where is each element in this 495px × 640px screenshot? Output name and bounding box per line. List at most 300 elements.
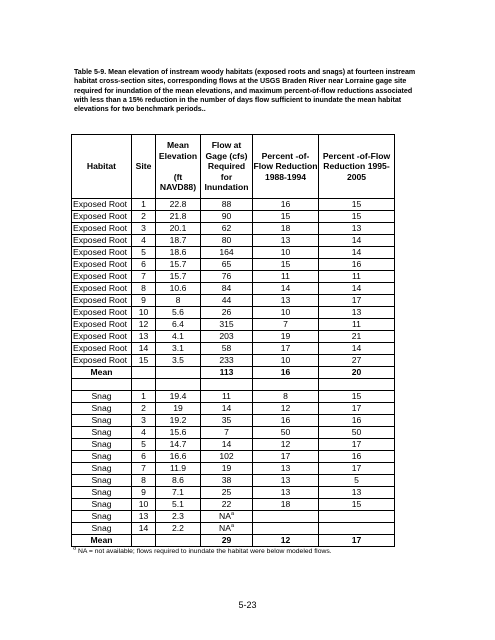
cell-flow-text: NA [218,523,231,533]
cell-pct-1988-1994 [253,511,319,523]
cell-pct-1988-1994-text: 18 [280,223,291,233]
cell-pct-1995-2005 [319,475,395,487]
cell-site [132,283,156,295]
cell-flow-text: 38 [221,475,232,485]
cell-pct-1988-1994-text: 10 [280,247,291,257]
cell-elevation-text: 6.4 [172,319,184,329]
cell-site-text: 10 [138,499,149,509]
cell-site-text: 3 [141,223,146,233]
na-footnote-marker: a [230,511,234,518]
cell-elevation-text: 15.7 [169,259,187,269]
cell-pct-1988-1994 [253,199,319,211]
table-row [72,295,395,307]
cell-elevation-text: 18.6 [169,247,187,257]
cell-pct-1988-1994-text: 8 [283,391,288,401]
cell-flow [201,223,253,235]
cell-elevation [156,343,201,355]
header-flow: Flow at Gage (cfs) Required for Inundation [201,135,253,199]
table-row [72,247,395,259]
cell-pct-1988-1994-text: 12 [280,403,291,413]
cell-flow [201,259,253,271]
empty-cell [156,379,201,391]
cell-elevation-text: 8 [175,295,181,305]
cell-elevation-text: 19 [173,403,183,413]
cell-site [132,211,156,223]
cell-pct-1988-1994 [253,331,319,343]
cell-habitat-text: Exposed Root [73,355,127,365]
table-row [72,259,395,271]
cell-habitat [72,523,132,535]
cell-habitat [72,319,132,331]
cell-pct-1995-2005-text: 17 [351,439,362,449]
cell-pct-1995-2005 [319,355,395,367]
cell-flow [201,391,253,403]
cell-flow [201,211,253,223]
cell-pct-1995-2005 [319,199,395,211]
na-footnote-marker: a [230,523,234,530]
cell-pct-1988-1994-text: 7 [283,319,288,329]
cell-site [132,511,156,523]
cell-pct-1995-2005 [319,391,395,403]
mean-flow: 113 [201,367,253,379]
table-row [72,235,395,247]
cell-pct-1995-2005-text: 17 [351,403,362,413]
cell-habitat [72,355,132,367]
cell-habitat-text: Exposed Root [73,199,127,209]
cell-flow-text: 19 [221,463,232,473]
cell-flow [201,343,253,355]
cell-flow [201,271,253,283]
cell-flow-text: 35 [221,415,232,425]
cell-flow-text: 25 [221,487,232,497]
cell-pct-1988-1994-text: 15 [280,211,291,221]
cell-elevation [156,487,201,499]
cell-site [132,295,156,307]
cell-pct-1988-1994 [253,211,319,223]
spacer-row [72,379,395,391]
cell-elevation [156,499,201,511]
cell-pct-1988-1994-text: 13 [280,295,291,305]
cell-flow-text: 88 [221,199,232,209]
cell-flow [201,463,253,475]
cell-habitat-text: Exposed Root [73,319,127,329]
cell-site [132,331,156,343]
cell-pct-1988-1994-text: 17 [280,343,291,353]
cell-pct-1995-2005-text: 15 [351,499,362,509]
cell-elevation-text: 2.2 [172,523,184,533]
cell-flow-text: 58 [221,343,232,353]
cell-habitat-text: Exposed Root [73,259,127,269]
cell-pct-1995-2005 [319,511,395,523]
cell-habitat-text: Exposed Root [73,283,127,293]
cell-elevation-text: 18.7 [169,235,187,245]
table-caption: Table 5-9. Mean elevation of instream woody habitats (exposed roots and snags) at fourteen instream habitat cross-section sites, corresponding flows at the USGS Braden River near Lorraine gage site required for inundation of the mean elevations, and maximum percent-of-flow reductions associated with less than a 15% reduction in the number of days flow sufficient to inundate the mean habitat elevations for two benchmark periods.. [74,68,416,114]
cell-pct-1988-1994 [253,283,319,295]
cell-habitat-text: Exposed Root [73,235,127,245]
cell-site [132,451,156,463]
cell-pct-1988-1994-text: 19 [280,331,291,341]
cell-site [132,523,156,535]
cell-elevation [156,331,201,343]
table-body [72,199,395,547]
cell-habitat [72,427,132,439]
cell-pct-1995-2005 [319,427,395,439]
cell-pct-1988-1994-text: 18 [280,499,291,509]
cell-elevation [156,475,201,487]
empty-cell [72,379,132,391]
header-row [72,135,395,199]
cell-elevation-text: 20.1 [169,223,187,233]
header-habitat: Habitat [72,135,132,199]
cell-pct-1988-1994-text: 17 [280,451,291,461]
cell-site [132,271,156,283]
cell-pct-1988-1994 [253,271,319,283]
cell-habitat-text: Snag [91,475,112,485]
cell-elevation [156,223,201,235]
cell-pct-1988-1994 [253,427,319,439]
cell-pct-1995-2005-text: 14 [351,343,362,353]
cell-elevation-text: 15.6 [169,427,187,437]
cell-pct-1995-2005-text: 5 [354,475,359,485]
cell-flow [201,403,253,415]
cell-pct-1995-2005-text: 50 [351,427,362,437]
cell-habitat-text: Exposed Root [73,211,127,221]
cell-site [132,319,156,331]
cell-site [132,307,156,319]
cell-flow-text: 84 [221,283,232,293]
cell-flow-text: 62 [221,223,232,233]
cell-pct-1988-1994 [253,355,319,367]
cell-elevation-text: 3.5 [172,355,184,365]
cell-habitat [72,235,132,247]
cell-pct-1988-1994 [253,391,319,403]
cell-elevation [156,247,201,259]
cell-habitat [72,247,132,259]
cell-site [132,235,156,247]
table-row [72,427,395,439]
table-row [72,355,395,367]
cell-flow-text: 11 [222,391,231,401]
table-row [72,403,395,415]
cell-elevation-text: 14.7 [169,439,187,449]
header-mean-elevation [156,135,201,199]
cell-site-text: 8 [141,475,146,485]
cell-habitat-text: Snag [91,523,112,533]
cell-site-text: 9 [141,487,146,497]
cell-flow [201,295,253,307]
cell-flow [201,307,253,319]
empty-cell [201,379,253,391]
footnote-text: NA = not available; flows required to inundate the habitat were below modeled flows. [76,548,332,555]
cell-flow-text: 7 [224,427,229,437]
cell-pct-1988-1994 [253,307,319,319]
cell-pct-1995-2005-text: 14 [351,247,362,257]
cell-pct-1988-1994-text: 16 [280,415,291,425]
cell-site [132,463,156,475]
cell-habitat [72,415,132,427]
cell-flow [201,511,253,523]
cell-elevation [156,523,201,535]
cell-pct-1995-2005 [319,331,395,343]
cell-pct-1988-1994 [253,523,319,535]
cell-elevation-text: 11.9 [169,463,187,473]
cell-flow [201,475,253,487]
cell-habitat [72,439,132,451]
cell-flow-text: 14 [221,403,232,413]
cell-flow [201,247,253,259]
table-row [72,475,395,487]
cell-elevation-text: 7.1 [172,487,184,497]
mean-pct-1988-1994: 12 [253,535,319,547]
cell-pct-1988-1994 [253,403,319,415]
cell-site-text: 2 [141,211,146,221]
cell-site [132,403,156,415]
cell-pct-1988-1994 [253,259,319,271]
cell-pct-1988-1994 [253,223,319,235]
cell-pct-1995-2005-text: 11 [352,319,361,329]
cell-site [132,367,156,379]
cell-pct-1995-2005-text: 13 [351,307,362,317]
cell-flow [201,415,253,427]
table-row [72,487,395,499]
table-row [72,415,395,427]
cell-pct-1995-2005 [319,487,395,499]
cell-habitat [72,499,132,511]
cell-site [132,355,156,367]
cell-pct-1995-2005-text: 15 [351,199,362,209]
cell-habitat [72,211,132,223]
cell-site [132,415,156,427]
cell-habitat [72,271,132,283]
table-row [72,343,395,355]
cell-flow [201,283,253,295]
cell-pct-1995-2005 [319,283,395,295]
cell-pct-1988-1994-text: 16 [280,199,291,209]
cell-pct-1995-2005 [319,319,395,331]
cell-habitat-text: Exposed Root [73,307,127,317]
table-row [72,451,395,463]
page-number: 5-23 [238,600,257,610]
empty-cell [319,379,395,391]
cell-flow-text: NA [218,511,231,521]
cell-elevation-text: 5.1 [172,499,184,509]
cell-site-text: 13 [138,511,149,521]
cell-habitat-text: Snag [91,499,112,509]
footnote-marker: a [73,545,77,552]
cell-pct-1988-1994 [253,475,319,487]
cell-pct-1995-2005 [319,451,395,463]
cell-elevation-text: 16.6 [169,451,187,461]
cell-site-text: 2 [141,403,146,413]
cell-site-text: 4 [141,235,146,245]
cell-elevation-text: 3.1 [172,343,184,353]
cell-pct-1995-2005-text: 11 [352,271,361,281]
cell-site-text: 10 [138,307,149,317]
table-row [72,319,395,331]
cell-site-text: 7 [141,271,146,281]
cell-habitat-text: Snag [91,439,112,449]
cell-flow-text: 76 [221,271,232,281]
cell-habitat [72,295,132,307]
cell-flow-text: 233 [219,355,234,365]
cell-pct-1988-1994 [253,487,319,499]
cell-site-text: 8 [141,283,146,293]
mean-row [72,367,395,379]
cell-pct-1995-2005-text: 13 [351,223,362,233]
cell-flow-text: 203 [219,331,234,341]
cell-elevation [156,235,201,247]
cell-pct-1988-1994 [253,451,319,463]
cell-habitat-text: Snag [91,463,112,473]
cell-pct-1995-2005-text: 17 [351,295,362,305]
cell-habitat [72,487,132,499]
cell-elevation-text: 8.6 [172,475,184,485]
cell-flow-text: 22 [221,499,232,509]
cell-habitat [72,511,132,523]
cell-pct-1995-2005-text: 14 [351,283,362,293]
mean-pct-1988-1994: 16 [253,367,319,379]
cell-elevation-text: 10.6 [169,283,187,293]
cell-habitat-text: Snag [91,451,112,461]
cell-elevation-text: 2.3 [172,511,184,521]
cell-site-text: 5 [141,439,146,449]
cell-site [132,391,156,403]
cell-site-text: 6 [141,259,146,269]
cell-pct-1988-1994 [253,295,319,307]
cell-elevation-text: 5.6 [172,307,184,317]
cell-site-text: 7 [141,463,146,473]
cell-pct-1995-2005-text: 15 [351,391,362,401]
header-elevation-line2: (ft NAVD88) [159,171,197,193]
cell-pct-1995-2005-text: 17 [351,463,362,473]
header-site: Site [132,135,156,199]
cell-site [132,535,156,547]
cell-flow-text: 102 [219,451,234,461]
cell-pct-1995-2005 [319,415,395,427]
cell-site [132,487,156,499]
cell-flow [201,487,253,499]
cell-habitat-text: Exposed Root [73,295,127,305]
cell-pct-1995-2005 [319,223,395,235]
cell-site [132,247,156,259]
cell-site-text: 15 [138,355,149,365]
mean-label: Mean [72,367,132,379]
cell-site [132,499,156,511]
table-row [72,283,395,295]
cell-habitat-text: Exposed Root [73,223,127,233]
cell-pct-1995-2005 [319,247,395,259]
mean-pct-1995-2005: 17 [319,535,395,547]
cell-flow-text: 44 [221,295,232,305]
cell-habitat-text: Exposed Root [73,271,127,281]
header-elevation-line1: Mean Elevation [158,140,198,161]
cell-site [132,223,156,235]
cell-habitat [72,331,132,343]
cell-pct-1995-2005-text: 16 [351,259,362,269]
cell-pct-1988-1994-text: 15 [280,259,291,269]
cell-pct-1988-1994-text: 12 [280,439,291,449]
cell-pct-1995-2005 [319,307,395,319]
cell-habitat [72,199,132,211]
cell-pct-1988-1994 [253,247,319,259]
cell-site-text: 9 [141,295,146,305]
cell-site-text: 6 [141,451,146,461]
cell-elevation [156,463,201,475]
cell-flow-text: 315 [219,319,234,329]
empty-cell [132,379,156,391]
cell-pct-1988-1994 [253,463,319,475]
cell-flow-text: 90 [221,211,232,221]
table-row [72,391,395,403]
cell-pct-1988-1994-text: 14 [280,283,291,293]
cell-flow [201,427,253,439]
cell-pct-1995-2005 [319,403,395,415]
cell-pct-1995-2005-text: 16 [351,415,362,425]
cell-site [132,259,156,271]
cell-elevation [156,259,201,271]
cell-elevation [156,307,201,319]
cell-habitat-text: Exposed Root [73,343,127,353]
cell-site-text: 13 [138,331,149,341]
cell-pct-1995-2005-text: 15 [351,211,362,221]
cell-flow-text: 65 [221,259,232,269]
cell-site [132,439,156,451]
table-row [72,211,395,223]
cell-pct-1995-2005-text: 27 [351,355,362,365]
cell-flow [201,355,253,367]
cell-elevation [156,403,201,415]
cell-elevation [156,391,201,403]
cell-site [132,343,156,355]
cell-pct-1988-1994-text: 13 [280,475,291,485]
cell-pct-1995-2005 [319,343,395,355]
header-pct-1988-1994: Percent -of-Flow Reduction 1988-1994 [253,135,319,199]
cell-pct-1988-1994-text: 11 [281,271,290,281]
cell-elevation [156,271,201,283]
cell-elevation [156,319,201,331]
cell-habitat-text: Snag [91,487,112,497]
table-row [72,499,395,511]
cell-site-text: 4 [141,427,146,437]
cell-habitat-text: Snag [91,403,112,413]
cell-habitat [72,223,132,235]
cell-pct-1988-1994-text: 10 [280,307,291,317]
cell-pct-1995-2005 [319,463,395,475]
cell-elevation-text: 15.7 [169,271,187,281]
cell-site-text: 14 [138,343,149,353]
cell-elevation [156,415,201,427]
cell-elevation [156,211,201,223]
cell-pct-1995-2005 [319,211,395,223]
cell-site [132,199,156,211]
cell-site-text: 12 [138,319,149,329]
cell-elevation [156,295,201,307]
cell-pct-1988-1994 [253,235,319,247]
cell-habitat [72,391,132,403]
cell-flow [201,439,253,451]
cell-flow-text: 26 [221,307,232,317]
mean-row [72,535,395,547]
cell-pct-1988-1994-text: 13 [280,463,291,473]
cell-elevation-text: 22.8 [169,199,187,209]
cell-pct-1988-1994 [253,439,319,451]
cell-pct-1988-1994 [253,319,319,331]
cell-pct-1995-2005 [319,259,395,271]
table-row [72,523,395,535]
mean-flow: 29 [201,535,253,547]
cell-flow [201,235,253,247]
table-row [72,511,395,523]
